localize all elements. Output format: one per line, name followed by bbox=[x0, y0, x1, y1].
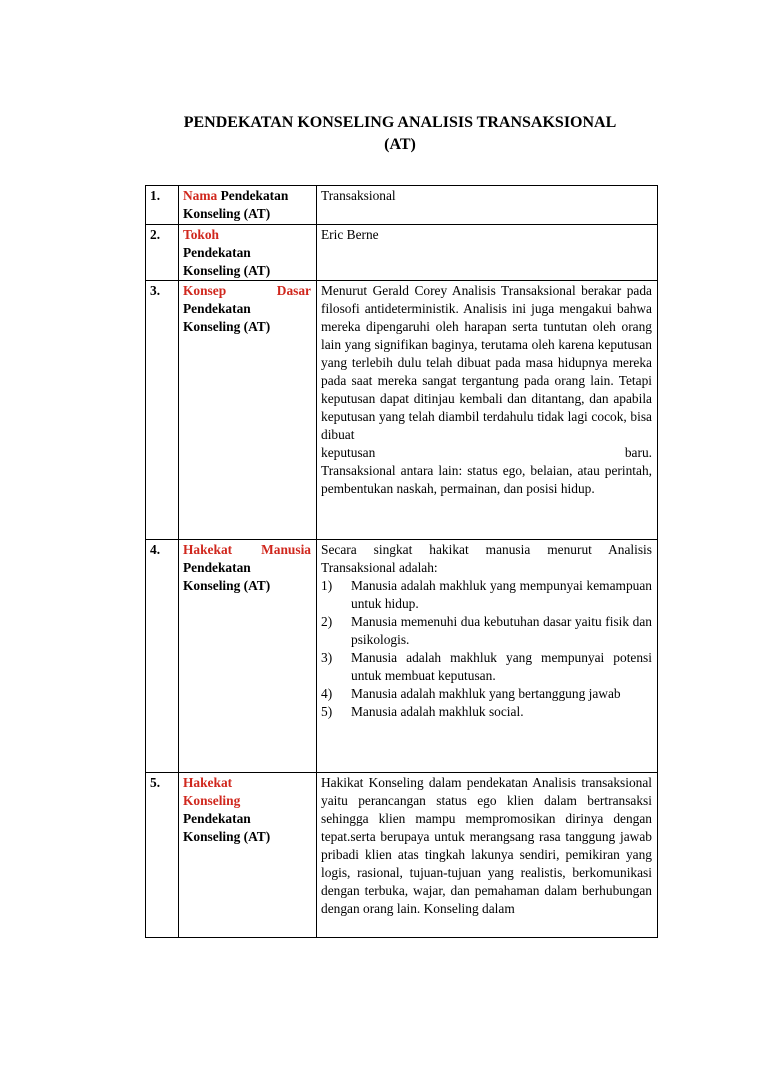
row-aspect bbox=[179, 186, 317, 225]
aspect-highlight: Tokoh bbox=[183, 227, 219, 242]
content-paragraph: Menurut Gerald Corey Analisis Transaksional berakar pada filosofi antideterministik. Analisis ini juga mengakui bahwa mereka dipengaruhi oleh harapan serta tuntutan oleh orang lain yang signifikan baginya, terutama oleh karena keputusan yang terlebih dulu telah dibuat pada masa hidupnya mereka pada saat mereka sangat tergantung pada orang lain. Tetapi keputusan dapat ditinjau kembali dan ditantang, dan apabila keputusan yang telah diambil terdahulu tidak lagi cocok, bisa dibuat bbox=[321, 283, 652, 442]
aspect-rest: Pendekatan Konseling (AT) bbox=[183, 188, 289, 221]
title-line-1: PENDEKATAN KONSELING ANALISIS TRANSAKSIONAL bbox=[183, 114, 617, 131]
list-item bbox=[321, 613, 652, 649]
list-marker: 2) bbox=[321, 614, 333, 629]
table-row bbox=[146, 225, 658, 281]
list-text: Manusia adalah makhluk social. bbox=[351, 704, 524, 719]
row-aspect bbox=[179, 540, 317, 773]
aspect-rest: Pendekatan Konseling (AT) bbox=[183, 245, 271, 278]
list-item bbox=[321, 685, 652, 703]
content-paragraph-2: Transaksional antara lain: status ego, belaian, atau perintah, pembentukan naskah, permainan, dan posisi hidup. bbox=[321, 463, 652, 496]
aspect-highlight: Hakekat Konseling bbox=[183, 775, 241, 808]
row-number: 5. bbox=[146, 773, 179, 938]
list-text: Manusia adalah makhluk yang bertanggung jawab bbox=[351, 686, 621, 701]
row-aspect bbox=[179, 281, 317, 540]
row-number: 4. bbox=[146, 540, 179, 773]
content-word: keputusan bbox=[321, 445, 376, 460]
aspect-highlight: Nama bbox=[183, 188, 218, 203]
row-content: Eric Berne bbox=[317, 225, 658, 281]
row-content bbox=[317, 281, 658, 540]
row-content: Hakikat Konseling dalam pendekatan Analisis transaksional yaitu perancangan status ego klien dalam bertransaksi sehingga klien mampu mempromosikan dirinya dengan tepat.serta berupaya untuk merangsang rasa tanggung jawab pribadi klien atas tingkah lakunya sendiri, pemikiran yang logis, rasional, tujuan-tujuan yang realistis, berkomunikasi dengan terbuka, wajar, dan pemahaman dalam berhubungan dengan orang lain. Konseling dalam bbox=[317, 773, 658, 938]
list-item bbox=[321, 703, 652, 721]
list-item bbox=[321, 649, 652, 685]
row-content bbox=[317, 540, 658, 773]
content-word: baru. bbox=[624, 445, 652, 460]
aspect-rest: Pendekatan Konseling (AT) bbox=[183, 811, 271, 844]
approach-table bbox=[145, 185, 658, 938]
list-marker: 4) bbox=[321, 686, 333, 701]
row-number: 1. bbox=[146, 186, 179, 225]
table-row bbox=[146, 281, 658, 540]
nature-list bbox=[321, 577, 652, 721]
list-marker: 1) bbox=[321, 578, 333, 593]
table-row bbox=[146, 540, 658, 773]
aspect-rest: Pendekatan Konseling (AT) bbox=[183, 301, 271, 334]
row-aspect bbox=[179, 225, 317, 281]
list-item bbox=[321, 577, 652, 613]
row-number: 3. bbox=[146, 281, 179, 540]
title-line-2: (AT) bbox=[384, 136, 416, 153]
list-marker: 5) bbox=[321, 704, 333, 719]
aspect-rest: Pendekatan Konseling (AT) bbox=[183, 560, 271, 593]
list-text: Manusia memenuhi dua kebutuhan dasar yaitu fisik dan psikologis. bbox=[351, 614, 652, 647]
aspect-highlight: Hakekat Manusia bbox=[183, 542, 311, 557]
list-marker: 3) bbox=[321, 650, 333, 665]
table-row bbox=[146, 773, 658, 938]
row-content: Transaksional bbox=[317, 186, 658, 225]
list-text: Manusia adalah makhluk yang mempunyai kemampuan untuk hidup. bbox=[351, 578, 652, 611]
document-title bbox=[140, 112, 660, 156]
row-aspect bbox=[179, 773, 317, 938]
table-row bbox=[146, 186, 658, 225]
list-text: Manusia adalah makhluk yang mempunyai potensi untuk membuat keputusan. bbox=[351, 650, 652, 683]
row-number: 2. bbox=[146, 225, 179, 281]
content-intro: Secara singkat hakikat manusia menurut Analisis Transaksional adalah: bbox=[321, 542, 652, 575]
content-line-flush bbox=[321, 444, 652, 462]
aspect-highlight: Konsep Dasar bbox=[183, 283, 311, 298]
